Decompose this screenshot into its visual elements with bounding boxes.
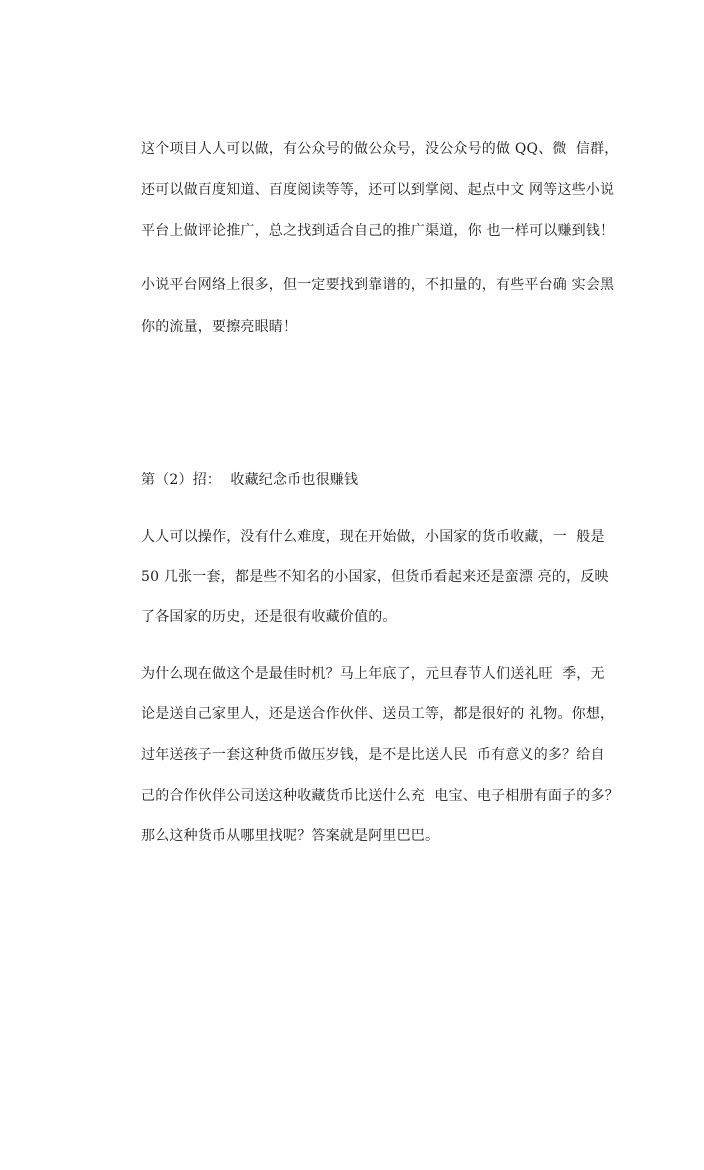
text-line: 你的流量，要擦亮眼睛！ (141, 319, 298, 335)
text-line: 己的合作伙伴公司送这种收藏货币比送什么充 电宝、电子相册有面子的多？ (141, 788, 619, 804)
text-line: 为什么现在做这个是最佳时机？马上年底了，元旦春节人们送礼旺 季，无 (141, 666, 605, 682)
text-line: 小说平台网络上很多，但一定要找到靠谱的，不扣量的，有些平台确 实会黑 (141, 277, 615, 293)
text-line: 50 几张一套，都是些不知名的小国家，但货币看起来还是蛮漂 亮的，反映 (141, 569, 609, 585)
text-line: 这个项目人人可以做，有公众号的做公众号，没公众号的做 QQ、微 信群， (141, 141, 619, 157)
text-line: 人人可以操作，没有什么难度，现在开始做，小国家的货币收藏，一 般是 (141, 529, 605, 545)
text-line: 了各国家的历史，还是很有收藏价值的。 (141, 609, 397, 625)
text-line: 论是送自己家里人，还是送合作伙伴、送员工等，都是很好的 礼物。你想， (141, 706, 615, 722)
text-line: 平台上做评论推广，总之找到适合自己的推广渠道，你 也一样可以赚到钱！ (141, 223, 615, 239)
text-line: 那么这种货币从哪里找呢？答案就是阿里巴巴。 (141, 828, 440, 844)
section-heading: 第（2）招： 收藏纪念币也很赚钱 (141, 472, 359, 488)
text-line: 过年送孩子一套这种货币做压岁钱，是不是比送人民 币有意义的多？给自 (141, 747, 605, 763)
text-line: 还可以做百度知道、百度阅读等等，还可以到掌阅、起点中文 网等这些小说 (141, 182, 615, 198)
